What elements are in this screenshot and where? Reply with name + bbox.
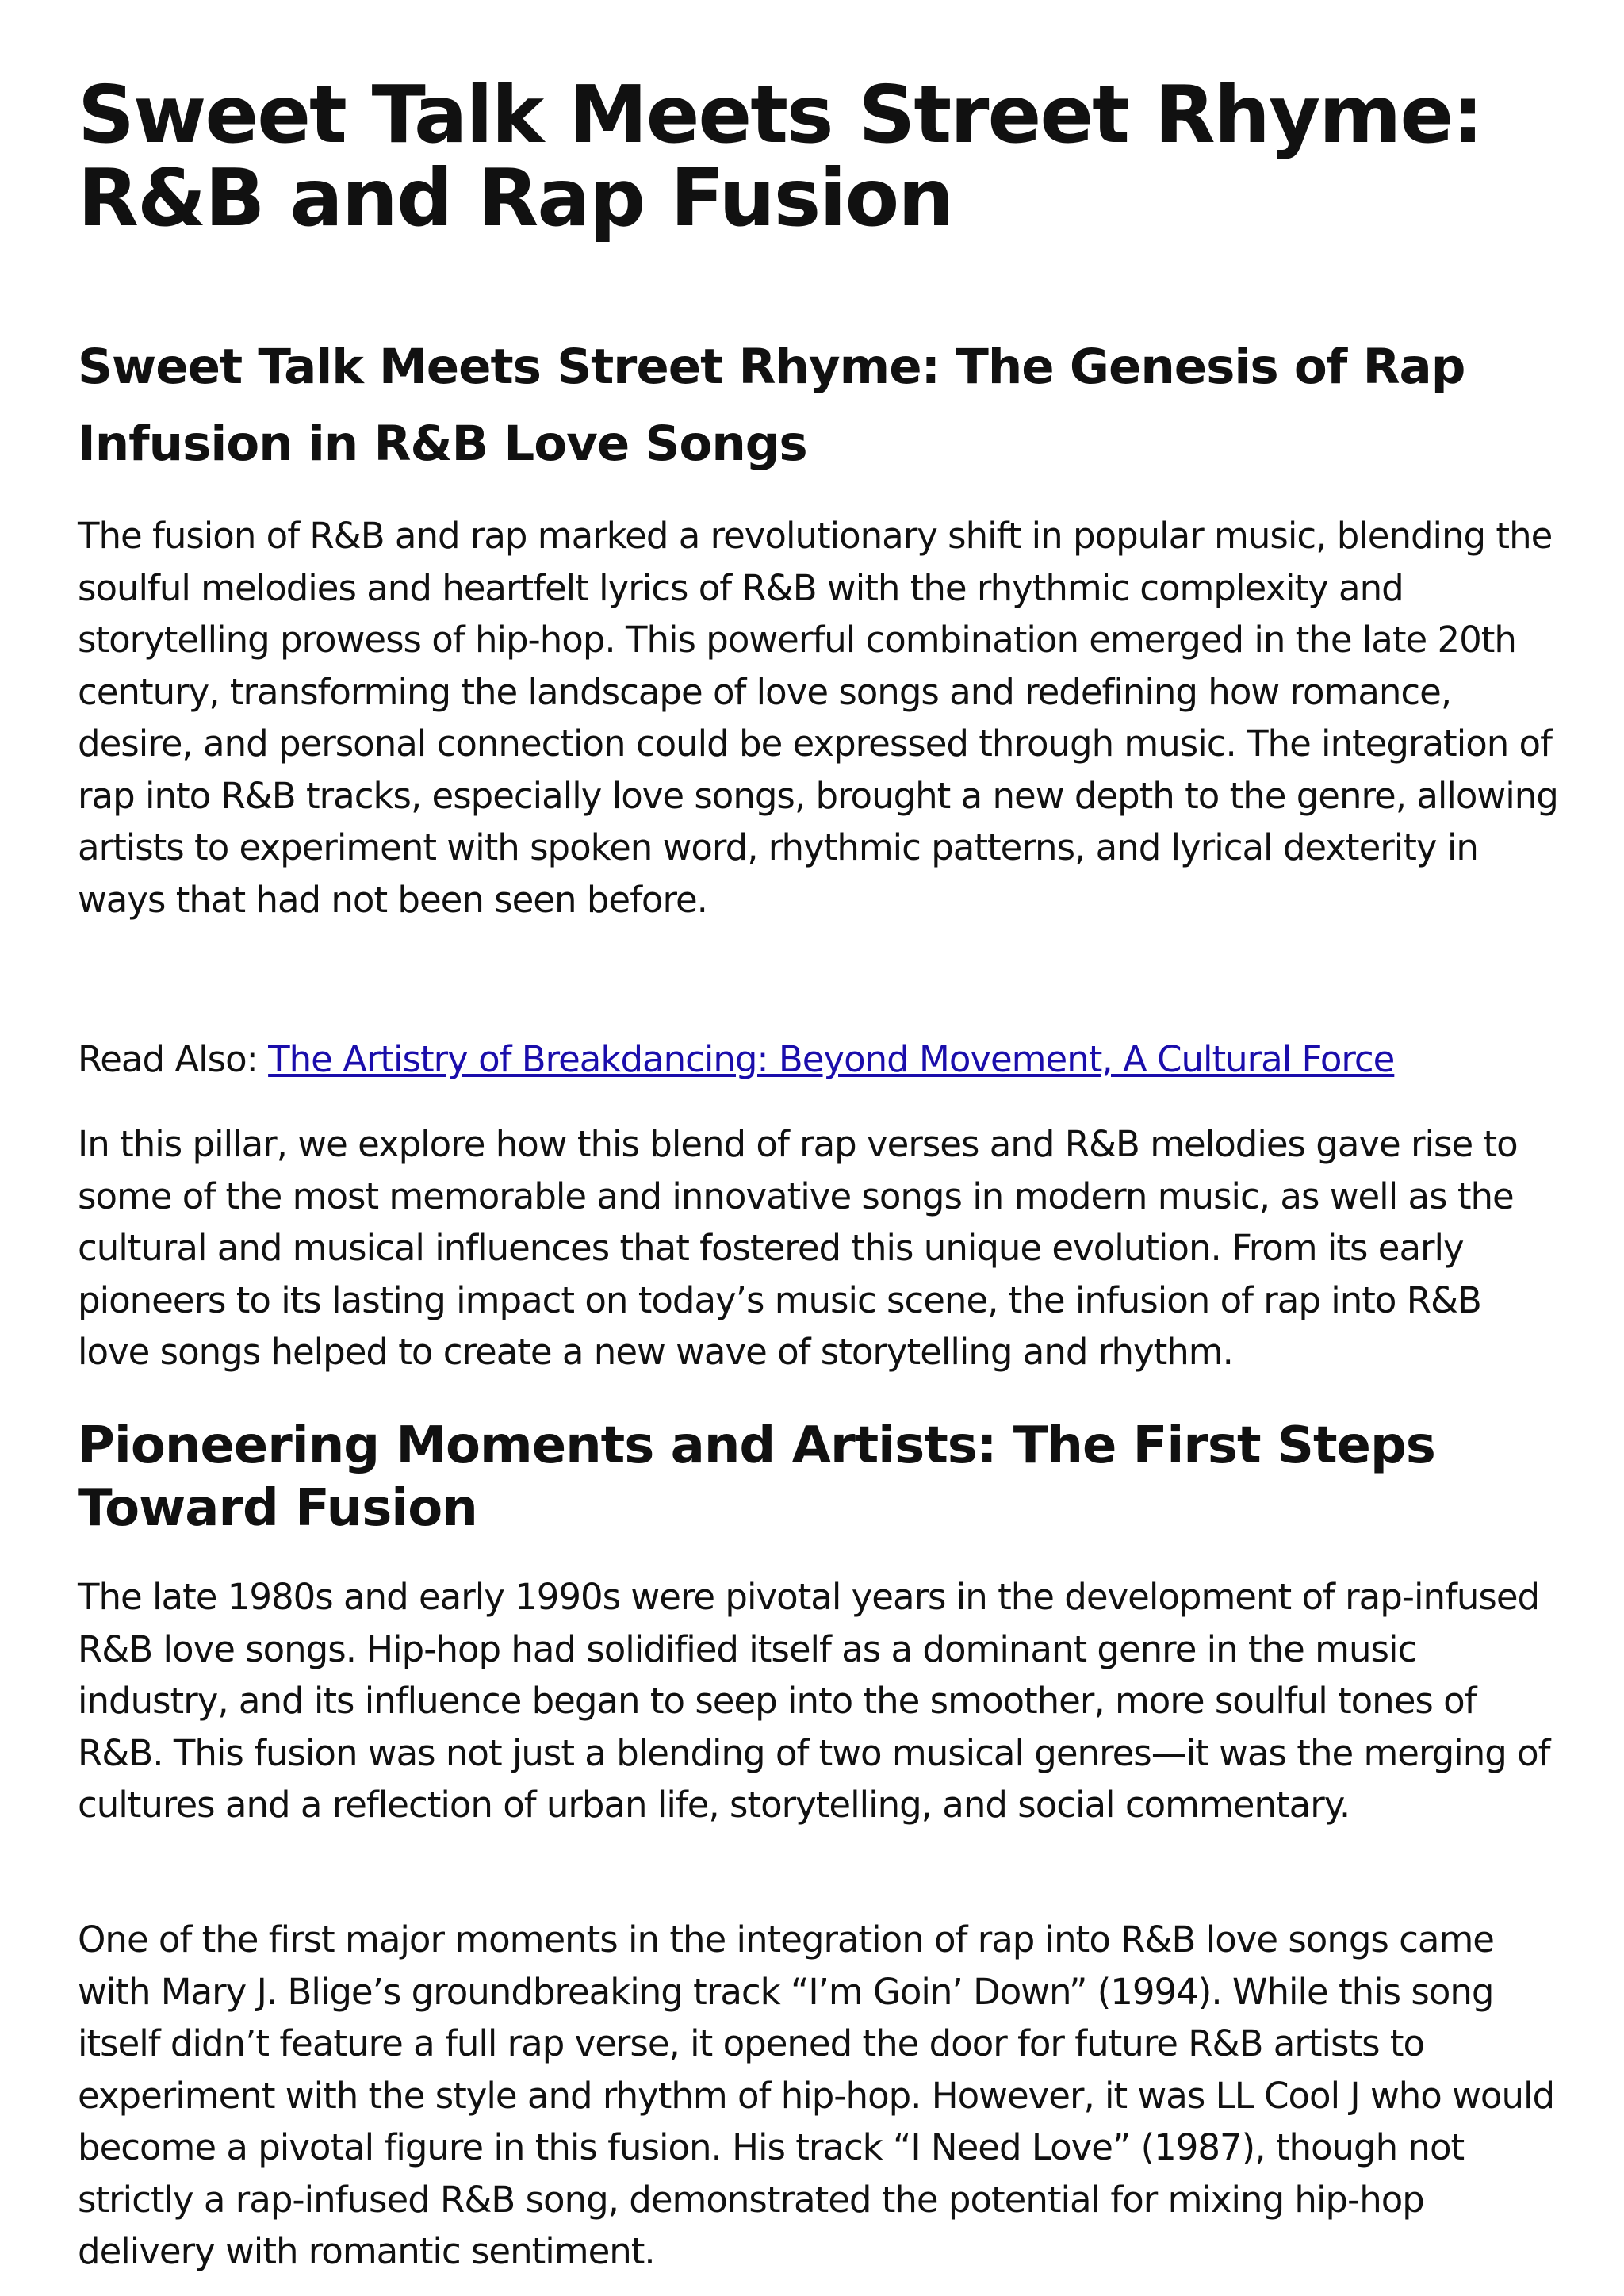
paragraph-pillar: In this pillar, we explore how this blend of rap verses and R&B melodies gave rise to some of the most memorable and innovative songs in modern music, as well as the cultural and musical influences that fostered this unique evolution. From its early pioneers to its lasting impact on today’s music scene, the infusion of rap into R&B love songs helped to create a new wave of storytelling and rhythm.	[78, 1123, 1518, 1373]
paragraph-first-moments: One of the first major moments in the integration of rap into R&B love songs came with Mary J. Blige’s groundbreaking track “I’m Goin’ Down” (1994). While this song itself didn’t feature a full rap verse, it opened the door for future R&B artists to experiment with the style and rhythm of hip-hop. However, it was LL Cool J who would become a pivotal figure in this fusion. His track “I Need Love” (1987), though not strictly a rap-infused R&B song, demonstrated the potential for mixing hip-hop delivery with romantic sentiment.	[78, 1918, 1555, 2272]
read-also-link[interactable]: The Artistry of Breakdancing: Beyond Movement, A Cultural Force	[268, 1038, 1395, 1080]
section-heading-genesis: Sweet Talk Meets Street Rhyme: The Genesis of Rap Infusion in R&B Love Songs	[78, 339, 1465, 472]
read-also-label: Read Also:	[78, 1038, 269, 1080]
paragraph-intro: The fusion of R&B and rap marked a revolutionary shift in popular music, blending the soulful melodies and heartfelt lyrics of R&B with the rhythmic complexity and storytelling prowess of hip-hop. This powerful combination emerged in the late 20th century, transforming the landscape of love songs and redefining how romance, desire, and personal connection could be expressed through music. The integration of rap into R&B tracks, especially love songs, brought a new depth to the genre, allowing artists to experiment with spoken word, rhythmic patterns, and lyrical dexterity in ways that had not been seen before.	[78, 515, 1558, 921]
page-title: Sweet Talk Meets Street Rhyme: R&B and Rap Fusion	[78, 68, 1483, 244]
article	[78, 68, 1561, 2272]
section-heading-pioneering: Pioneering Moments and Artists: The First Steps Toward Fusion	[78, 1416, 1435, 1538]
read-also-line	[78, 1033, 1561, 1086]
paragraph-late-80s: The late 1980s and early 1990s were pivotal years in the development of rap-infused R&B love songs. Hip-hop had solidified itself as a dominant genre in the music industry, and its influence began to seep into the smoother, more soulful tones of R&B. This fusion was not just a blending of two musical genres—it was the merging of cultures and a reflection of urban life, storytelling, and social commentary.	[78, 1576, 1550, 1826]
